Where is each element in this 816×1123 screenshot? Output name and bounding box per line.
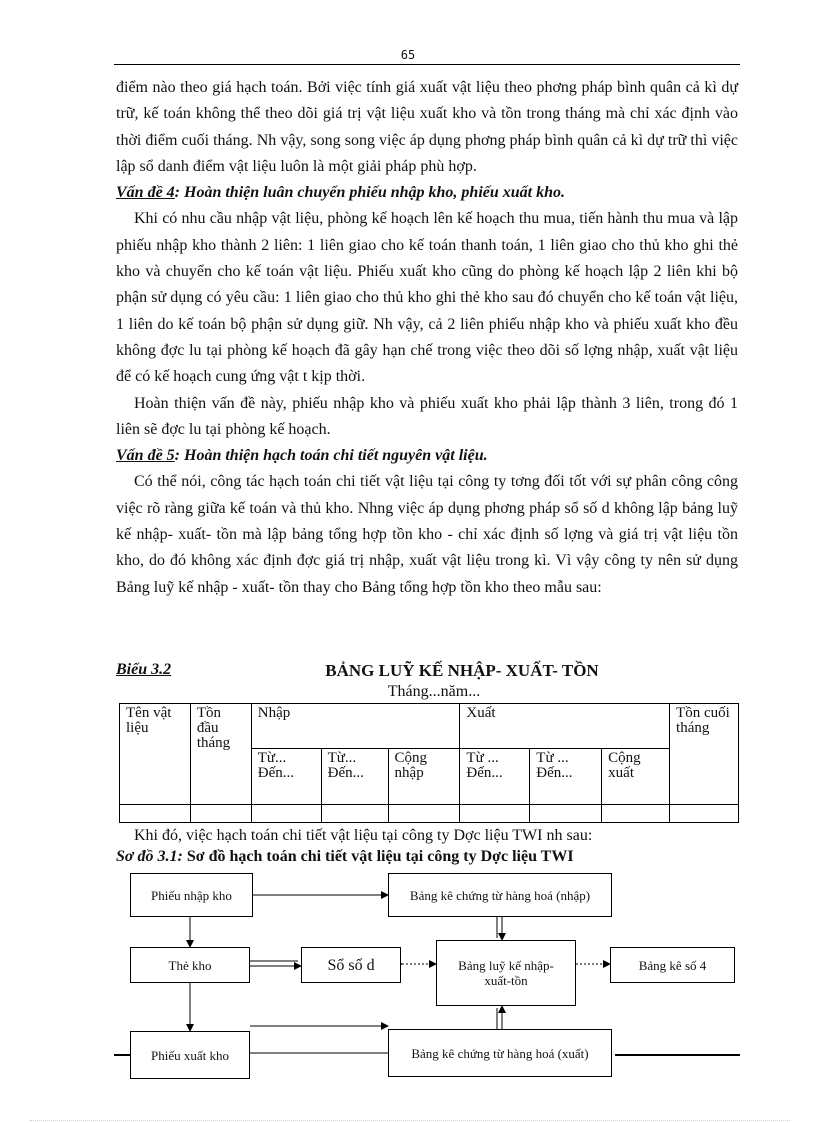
table-label: Biểu 3.2: [116, 661, 172, 678]
sub-header-export-period-2: Từ ... Đến...: [530, 749, 602, 805]
col-header-closing: Tồn cuối tháng: [670, 704, 739, 805]
diagram-label: Sơ đồ 3.1:: [116, 848, 183, 865]
node-import-list: Bảng kê chứng từ hàng hoá (nhập): [388, 873, 612, 917]
table-subtitle: Tháng...năm...: [387, 683, 481, 700]
col-header-opening: Tồn đầu tháng: [190, 704, 251, 805]
node-export-list: Bảng kê chứng từ hàng hoá (xuất): [388, 1029, 612, 1077]
paragraph-2: Khi có nhu cầu nhập vật liệu, phòng kế hoạch lên kế hoạch thu mua, tiến hành thu mua và lập phiếu nhập kho thành 2 liên: 1 liên giao cho kế toán thanh toán, 1 liên giao cho thủ kho ghi thẻ kho và chuyển cho kế toán vật liệu. Phiếu xuất kho cũng do phòng kế hoạch lập 2 liên khi bộ phận sử dụng có yêu cầu: 1 liên giao cho thủ kho ghi thẻ kho sau đó chuyển cho kế toán vật liệu, 1 liên do kế toán bộ phận sử dụng giữ. Nh vậy, cả 2 liên phiếu nhập kho và phiếu xuất kho đều không đợc lu tại phòng kế hoạch đã gây hạn chế trong việc theo dõi số lợng nhập, xuất vật liệu để có kế hoạch cung ứng vật t kịp thời.: [116, 210, 738, 386]
heading-issue-5-label: Vấn đề 5: [116, 447, 175, 465]
node-receipt: Phiếu nhập kho: [130, 873, 253, 917]
col-header-export: Xuất: [460, 704, 670, 749]
after-table-text: Khi đó, việc hạch toán chi tiết vật liệu tại công ty Dợc liệu TWI nh sau:: [134, 827, 593, 844]
node-balance-book: Sổ số d: [301, 947, 401, 983]
col-header-import: Nhập: [251, 704, 460, 749]
page-number: 65: [400, 48, 416, 62]
paragraph-3: Hoàn thiện vấn đề này, phiếu nhập kho và phiếu xuất kho phải lập thành 3 liên, trong đó 1 liên sẽ đợc lu tại phòng kế hoạch.: [116, 394, 738, 438]
sub-header-export-period-1: Từ ... Đến...: [460, 749, 530, 805]
page-bottom-dotted-line: [30, 1120, 790, 1121]
sub-header-total-import: Cộng nhập: [388, 749, 460, 805]
paragraph-1: điểm nào theo giá hạch toán. Bởi việc tính giá xuất vật liệu theo phơng pháp bình quân cả kì dự trữ, kế toán không thể theo dõi giá trị vật liệu xuất kho và tồn trong tháng mà chỉ xác định vào thời điểm cuối tháng. Nh vậy, song song việc áp dụng phơng pháp bình quân cả kì dự trữ thì việc lập sổ danh điểm vật liệu luôn là một giải pháp phù hợp.: [116, 79, 738, 175]
diagram-title-text: Sơ đồ hạch toán chi tiết vật liệu tại công ty Dợc liệu TWI: [182, 848, 574, 865]
sub-header-total-export: Cộng xuất: [602, 749, 670, 805]
sub-header-import-period-2: Từ... Đến...: [321, 749, 388, 805]
heading-issue-4-text: : Hoàn thiện luân chuyển phiếu nhập kho, phiếu xuất kho.: [174, 184, 565, 202]
node-issue-slip: Phiếu xuất kho: [130, 1031, 250, 1079]
col-header-material-name: Tên vật liệu: [120, 704, 191, 805]
paragraph-4: Có thể nói, công tác hạch toán chi tiết vật liệu tại công ty tơng đối tốt với sự phân công công việc rõ ràng giữa kế toán và thủ kho. Nhng việc áp dụng phơng pháp sổ số d không lập bảng luỹ kế nhập- xuất- tồn mà lập bảng tổng hợp tồn kho - chỉ xác định số lợng và giá trị vật liệu tồn kho, do đó không xác định đợc giá trị nhập, xuất vật liệu trong kì. Vì vậy công ty nên sử dụng Bảng luỹ kế nhập - xuất- tồn thay cho Bảng tổng hợp tồn kho theo mẫu sau:: [116, 473, 738, 596]
table-title: BẢNG LUỸ KẾ NHẬP- XUẤT- TỒN: [325, 661, 599, 680]
node-stock-card: Thẻ kho: [130, 947, 250, 983]
heading-issue-4-label: Vấn đề 4: [116, 184, 175, 202]
node-list-4: Bảng kê số 4: [610, 947, 735, 983]
sub-header-import-period-1: Từ... Đến...: [251, 749, 321, 805]
heading-issue-5-text: : Hoàn thiện hạch toán chi tiết nguyên vật liệu.: [174, 447, 488, 465]
node-cumulative-ledger: Bảng luỹ kế nhập-xuất-tồn: [436, 940, 576, 1006]
